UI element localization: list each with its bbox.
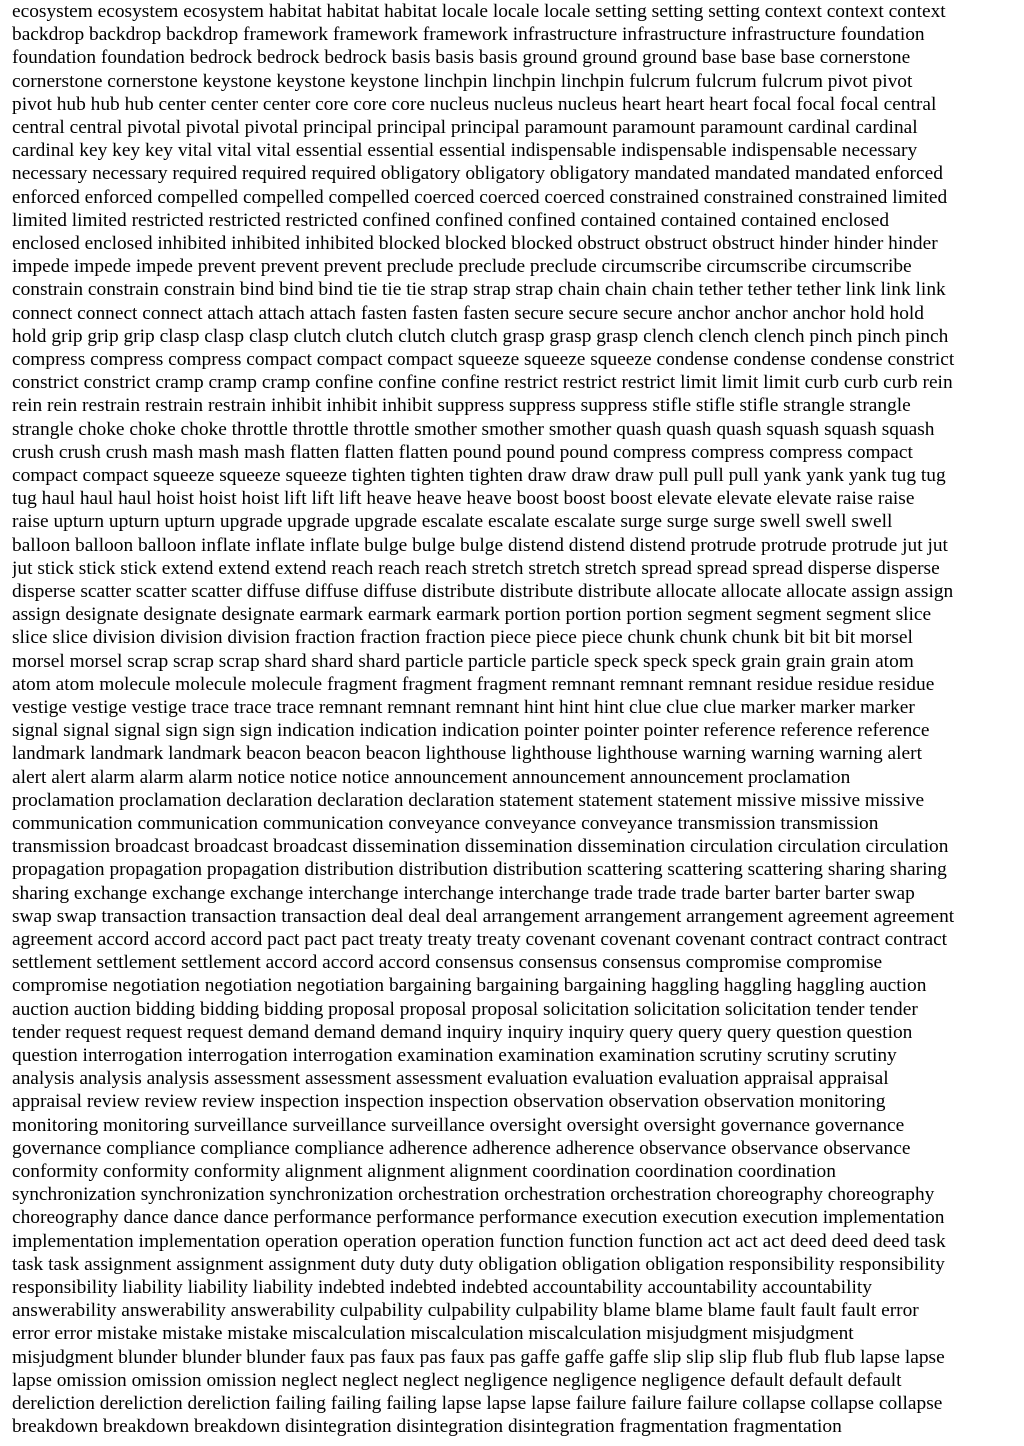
text-line: atom atom molecule molecule molecule fragment fragment fragment remnant remnant remnant residue residue residue: [12, 673, 935, 695]
text-line: swap swap transaction transaction transaction deal deal deal arrangement arrangement arrangement agreement agreement: [12, 905, 955, 927]
text-line: error error mistake mistake mistake miscalculation miscalculation miscalculation misjudgment misjudgment: [12, 1323, 854, 1345]
text-line: appraisal review review review inspection inspection inspection observation observation observation monitoring: [12, 1091, 886, 1113]
text-line: sharing exchange exchange exchange interchange interchange interchange trade trade trade barter barter barter swap: [12, 882, 915, 904]
text-line: analysis analysis analysis assessment assessment assessment evaluation evaluation evaluation appraisal appraisal: [12, 1068, 889, 1090]
text-line: communication communication communication conveyance conveyance conveyance transmission transmission: [12, 813, 879, 834]
text-line: backdrop backdrop backdrop framework framework framework infrastructure infrastructure infrastructure foundation: [12, 24, 925, 46]
text-line: foundation foundation bedrock bedrock bedrock basis basis basis ground ground ground base base base cornerstone: [12, 47, 911, 69]
text-line: connect connect connect attach attach attach fasten fasten fasten secure secure secure anchor anchor anchor hold hold: [12, 302, 924, 324]
text-line: central central pivotal pivotal pivotal principal principal principal paramount paramount paramount cardinal cardinal: [12, 117, 918, 138]
text-line: jut stick stick stick extend extend extend reach reach reach stretch stretch stretch spread spread spread disperse disperse: [12, 557, 940, 579]
text-line: monitoring monitoring surveillance surveillance surveillance oversight oversight oversight governance governance: [12, 1114, 905, 1136]
text-line: balloon balloon balloon inflate inflate inflate bulge bulge bulge distend distend distend protrude protrude protrude jut jut: [12, 534, 948, 556]
text-line: conformity conformity conformity alignment alignment alignment coordination coordination coordination: [12, 1161, 836, 1182]
text-line: compromise negotiation negotiation negotiation bargaining bargaining bargaining haggling haggling haggling auction: [12, 975, 927, 997]
text-line: compact compact squeeze squeeze squeeze tighten tighten tighten draw draw draw pull pull pull yank yank yank tug tug: [12, 465, 946, 486]
text-line: limited limited restricted restricted restricted confined confined confined contained contained contained enclosed: [12, 209, 890, 231]
text-line: agreement accord accord accord pact pact pact treaty treaty treaty covenant covenant covenant contract contract contract: [12, 929, 948, 950]
text-line: breakdown breakdown breakdown disintegration disintegration disintegration fragmentation fragmentation: [12, 1416, 842, 1438]
text-line: propagation propagation propagation distribution distribution distribution scattering scattering scattering sharing sharing: [12, 859, 947, 881]
text-line: responsibility liability liability liability indebted indebted indebted accountability accountability accountability: [12, 1277, 872, 1298]
text-line: slice slice division division division fraction fraction fraction piece piece piece chunk chunk chunk bit bit bit morsel: [12, 627, 913, 649]
text-line: disperse scatter scatter scatter diffuse diffuse diffuse distribute distribute distribute allocate allocate allocate assign assign: [12, 581, 954, 602]
text-line: question interrogation interrogation interrogation examination examination examination scrutiny scrutiny scrutiny: [12, 1045, 897, 1066]
text-line: crush crush crush mash mash mash flatten flatten flatten pound pound pound compress compress compress compact: [12, 441, 913, 463]
text-line: tug haul haul haul hoist hoist hoist lift lift lift heave heave heave boost boost boost elevate elevate elevate raise raise: [12, 488, 915, 510]
text-line: constrain constrain constrain bind bind bind tie tie tie strap strap strap chain chain chain tether tether tether link link link: [12, 279, 946, 301]
text-line: settlement settlement settlement accord accord accord consensus consensus consensus compromise compromise: [12, 952, 883, 974]
text-line: implementation implementation operation operation operation function function function act act act deed deed deed task: [12, 1230, 946, 1252]
text-line: enforced enforced compelled compelled compelled coerced coerced coerced constrained constrained constrained limited: [12, 186, 948, 208]
text-line: misjudgment blunder blunder blunder faux pas faux pas faux pas gaffe gaffe gaffe slip slip slip flub flub flub lapse lapse: [12, 1346, 945, 1368]
text-line: morsel morsel scrap scrap scrap shard shard shard particle particle particle speck speck speck grain grain grain atom: [12, 650, 914, 672]
text-line: signal signal signal sign sign sign indication indication indication pointer pointer pointer reference reference reference: [12, 720, 930, 742]
text-line: transmission broadcast broadcast broadcast dissemination dissemination dissemination circulation circulation circulation: [12, 836, 949, 858]
text-line: landmark landmark landmark beacon beacon beacon lighthouse lighthouse lighthouse warning warning warning alert: [12, 743, 923, 765]
text-line: impede impede impede prevent prevent prevent preclude preclude preclude circumscribe circumscribe circumscribe: [12, 256, 912, 278]
text-line: enclosed enclosed inhibited inhibited inhibited blocked blocked blocked obstruct obstruct obstruct hinder hinder hinder: [12, 233, 938, 254]
text-line: ecosystem ecosystem ecosystem habitat habitat habitat locale locale locale setting setting setting context context context: [12, 1, 946, 22]
text-line: answerability answerability answerability culpability culpability culpability blame blame blame fault fault fault error: [12, 1300, 919, 1322]
text-line: tender request request request demand demand demand inquiry inquiry inquiry query query query question question: [12, 1021, 913, 1043]
text-line: cornerstone cornerstone keystone keystone keystone linchpin linchpin linchpin fulcrum fulcrum fulcrum pivot pivot: [12, 70, 913, 92]
text-line: assign designate designate designate earmark earmark earmark portion portion portion segment segment segment slice: [12, 604, 932, 626]
text-line: hold grip grip grip clasp clasp clasp clutch clutch clutch clutch grasp grasp grasp clench clench clench pinch pinch pinch: [12, 325, 949, 347]
text-line: choreography dance dance dance performance performance performance execution execution execution implementation: [12, 1207, 945, 1229]
text-line: vestige vestige vestige trace trace trace remnant remnant remnant hint hint hint clue clue clue marker marker marker: [12, 697, 915, 718]
text-line: rein rein restrain restrain restrain inhibit inhibit inhibit suppress suppress suppress stifle stifle stifle strangle strangle: [12, 395, 911, 417]
text-line: proclamation proclamation declaration declaration declaration statement statement statement missive missive missive: [12, 789, 925, 811]
text-line: governance compliance compliance compliance adherence adherence adherence observance observance observance: [12, 1137, 911, 1159]
text-line: synchronization synchronization synchronization orchestration orchestration orchestration choreography choreography: [12, 1184, 935, 1206]
text-line: task task assignment assignment assignment duty duty duty obligation obligation obligation responsibility responsibility: [12, 1253, 945, 1275]
text-line: lapse omission omission omission neglect neglect neglect negligence negligence negligence default default default: [12, 1369, 902, 1391]
text-line: compress compress compress compact compact compact squeeze squeeze squeeze condense condense condense constrict: [12, 349, 955, 370]
text-line: dereliction dereliction dereliction failing failing failing lapse lapse lapse failure failure failure collapse collapse collapse: [12, 1393, 943, 1414]
text-line: auction auction bidding bidding bidding proposal proposal proposal solicitation solicitation solicitation tender tender: [12, 998, 918, 1020]
text-line: raise upturn upturn upturn upgrade upgrade upgrade escalate escalate escalate surge surge surge swell swell swell: [12, 511, 893, 533]
text-line: pivot hub hub hub center center center core core core nucleus nucleus nucleus heart heart heart focal focal focal central: [12, 93, 937, 115]
text-line: alert alert alarm alarm alarm notice notice notice announcement announcement announcement proclamation: [12, 766, 851, 788]
text-line: necessary necessary required required required obligatory obligatory obligatory mandated mandated mandated enforced: [12, 163, 943, 185]
text-line: cardinal key key key vital vital vital essential essential essential indispensable indispensable indispensable necessary: [12, 140, 918, 162]
text-line: constrict constrict cramp cramp cramp confine confine confine restrict restrict restrict limit limit limit curb curb curb rein: [12, 372, 953, 394]
text-line: strangle choke choke choke throttle throttle throttle smother smother smother quash quash quash squash squash squash: [12, 418, 935, 440]
